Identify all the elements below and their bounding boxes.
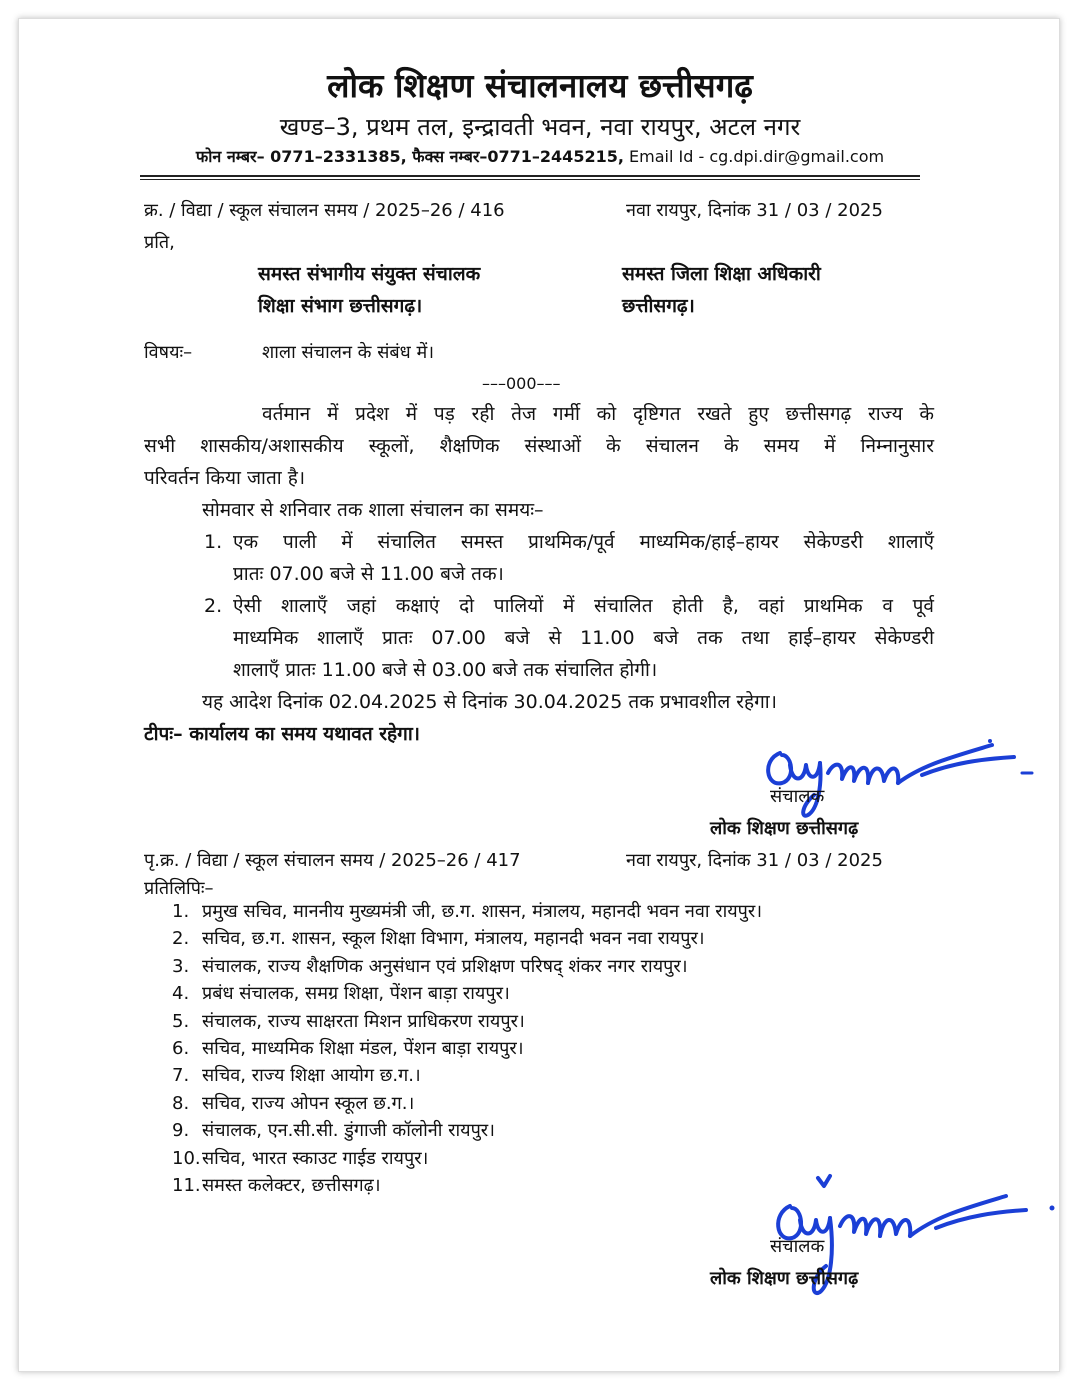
item2-line1: ऐसी शालाएँ जहां कक्षाएं दो पालियों में संचालित होती है, वहां प्राथमिक व पूर्व [233, 595, 934, 617]
body-line3: परिवर्तन किया जाता है। [144, 467, 306, 489]
list-item: 9. संचालक, एन.सी.सी. डुंगाजी कॉलोनी रायपुर। [172, 1120, 495, 1142]
item2-line3: शालाएँ प्रातः 11.00 बजे से 03.00 बजे तक संचालित होगी। [233, 659, 658, 681]
recipient-left-line1: समस्त संभागीय संयुक्त संचालक [258, 263, 481, 285]
list-item: 2. सचिव, छ.ग. शासन, स्कूल शिक्षा विभाग, मंत्रालय, महानदी भवन नवा रायपुर। [172, 928, 705, 950]
signatory-title-2: संचालक [770, 1236, 825, 1257]
office-address: खण्ड–3, प्रथम तल, इन्द्रावती भवन, नवा रायपुर, अटल नगर [279, 113, 801, 141]
item1-line2: प्रातः 07.00 बजे से 11.00 बजे तक। [233, 563, 504, 585]
separator: –––000––– [482, 374, 561, 393]
schedule-heading: सोमवार से शनिवार तक शाला संचालन का समयः– [202, 499, 544, 521]
subject-text: शाला संचालन के संबंध में। [262, 342, 435, 363]
list-item: 1. प्रमुख सचिव, माननीय मुख्यमंत्री जी, छ.ग. शासन, मंत्रालय, महानदी भवन नवा रायपुर। [172, 901, 763, 922]
copy-recipient-list [172, 898, 762, 1199]
office-contact [0, 145, 1080, 167]
item2-number: 2. [204, 595, 223, 617]
office-title: लोक शिक्षण संचालनालय छत्तीसगढ़ [327, 66, 753, 105]
item2-line2: माध्यमिक शालाएँ प्रातः 07.00 बजे से 11.00 बजे तक तथा हाई–हायर सेकेण्डरी [233, 627, 934, 649]
list-item: 6. सचिव, माध्यमिक शिक्षा मंडल, पेंशन बाड़ा रायपुर। [172, 1037, 524, 1059]
recipient-right-line1: समस्त जिला शिक्षा अधिकारी [622, 263, 821, 285]
phone-fax: फोन नम्बर– 0771–2331385, फैक्स नम्बर–0771–2445215, [195, 147, 624, 166]
list-item: 3. संचालक, राज्य शैक्षणिक अनुसंधान एवं प्रशिक्षण परिषद् शंकर नगर रायपुर। [172, 955, 688, 977]
body-line1: वर्तमान में प्रदेश में पड़ रही तेज गर्मी को दृष्टिगत रखते हुए छत्तीसगढ़ राज्य के [262, 403, 934, 425]
list-item: 10.सचिव, भारत स्काउट गाईड रायपुर। [172, 1147, 429, 1169]
list-item: 7. सचिव, राज्य शिक्षा आयोग छ.ग.। [172, 1065, 421, 1087]
body-line2: सभी शासकीय/अशासकीय स्कूलों, शैक्षणिक संस्थाओं के संचालन के समय में निम्नानुसार [144, 435, 934, 457]
signatory-org-2: लोक शिक्षण छत्तीसगढ़ [710, 1268, 859, 1289]
signatory-org-1: लोक शिक्षण छत्तीसगढ़ [710, 818, 859, 839]
header-rule-thin [140, 179, 920, 180]
recipient-left-line2: शिक्षा संभाग छत्तीसगढ़। [258, 295, 423, 317]
list-item: 11.समस्त कलेक्टर, छत्तीसगढ़। [172, 1174, 381, 1196]
effective-period: यह आदेश दिनांक 02.04.2025 से दिनांक 30.04.2025 तक प्रभावशील रहेगा। [202, 691, 777, 713]
item1-number: 1. [204, 531, 223, 553]
copy-place-date: नवा रायपुर, दिनांक 31 / 03 / 2025 [626, 850, 883, 871]
list-item: 4. प्रबंध संचालक, समग्र शिक्षा, पेंशन बाड़ा रायपुर। [172, 983, 510, 1005]
order-ref-no: क्र. / विद्या / स्कूल संचालन समय / 2025–26 / 416 [144, 200, 505, 221]
header-rule [140, 175, 920, 177]
note: टीपः– कार्यालय का समय यथावत रहेगा। [144, 723, 420, 745]
order-place-date: नवा रायपुर, दिनांक 31 / 03 / 2025 [626, 200, 883, 221]
list-item: 5. संचालक, राज्य साक्षरता मिशन प्राधिकरण रायपुर। [172, 1010, 525, 1032]
copy-label: प्रतिलिपिः– [144, 878, 214, 899]
list-item: 8. सचिव, राज्य ओपन स्कूल छ.ग.। [172, 1092, 415, 1114]
signature-image-1 [752, 735, 1042, 825]
recipient-right-line2: छत्तीसगढ़। [622, 295, 695, 317]
email-id: Email Id - cg.dpi.dir@gmail.com [629, 147, 885, 166]
to-label: प्रति, [144, 232, 175, 253]
item1-line1: एक पाली में संचालित समस्त प्राथमिक/पूर्व माध्यमिक/हाई–हायर सेकेण्डरी शालाएँ [233, 531, 934, 553]
copy-ref-no: पृ.क्र. / विद्या / स्कूल संचालन समय / 2025–26 / 417 [144, 850, 521, 871]
subject-label: विषयः– [144, 342, 193, 363]
signatory-title-1: संचालक [770, 786, 825, 807]
